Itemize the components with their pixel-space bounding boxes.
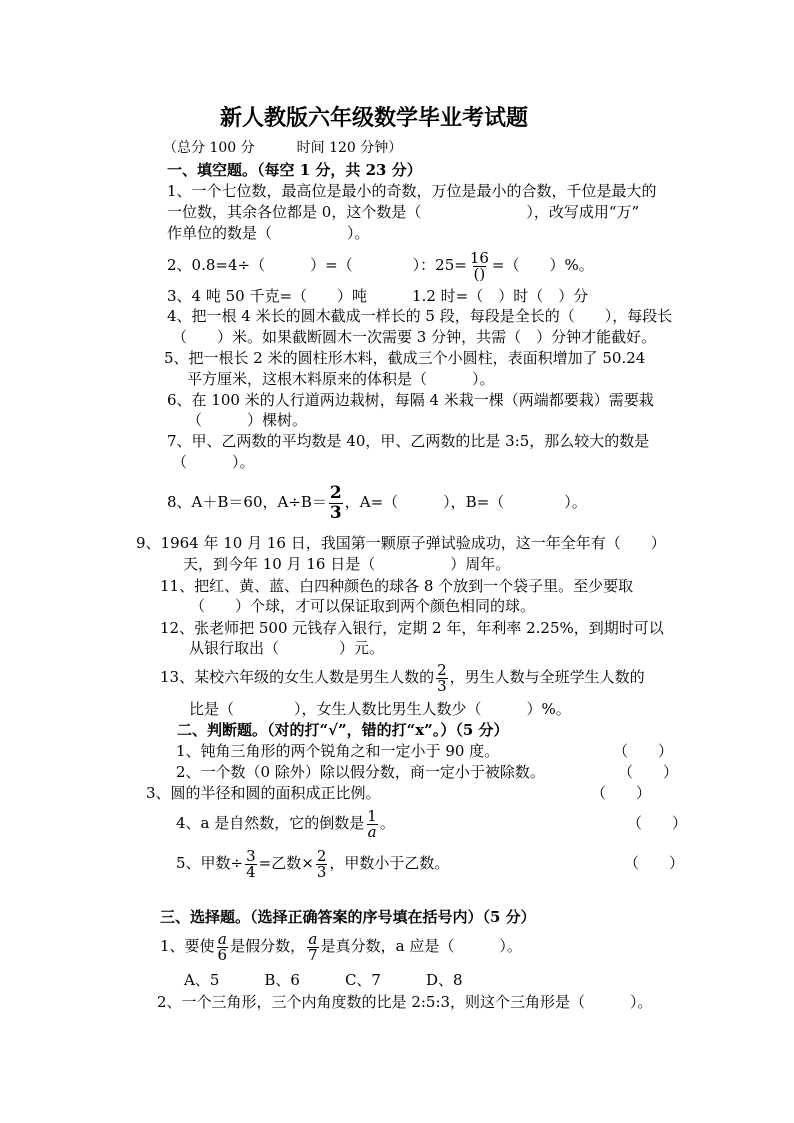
choice-1-fraction-2-den: 7 — [308, 945, 318, 964]
q2-fraction-num: 16 — [469, 248, 489, 267]
q8-post: ，A=（ ），B=（ ）。 — [344, 493, 587, 511]
q2-pre: 2、0.8=4÷（ ）=（ ）：25= — [167, 256, 467, 274]
judge-2-blank: （ ） — [618, 763, 679, 781]
judge-3-blank: （ ） — [591, 784, 652, 802]
q13-line-2: 比是（ ），女生人数比男生人数少（ ）%。 — [189, 700, 571, 718]
q13-fraction-den: 3 — [437, 676, 447, 695]
section-2-heading: 二、判断题。（对的打“√”，错的打“x”。）（5 分） — [177, 721, 509, 739]
judge-2: 2、一个数（0 除外）除以假分数，商一定小于被除数。 — [176, 763, 545, 781]
q1-line-3: 作单位的数是（ ）。 — [167, 224, 370, 242]
judge-3: 3、圆的半径和圆的面积成正比例。 — [146, 784, 381, 802]
judge-5-fraction-2-num: 2 — [316, 846, 327, 865]
judge-5 — [176, 846, 449, 880]
q11-line-1: 11、把红、黄、蓝、白四种颜色的球各 8 个放到一个袋子里。至少要取 — [160, 577, 634, 595]
choice-1-post: 是真分数，a 应是（ ）。 — [320, 937, 522, 955]
choice-1-fraction-1-den: 6 — [217, 945, 228, 964]
judge-1: 1、钝角三角形的两个锐角之和一定小于 90 度。 — [176, 742, 500, 760]
q8-fraction-num: 2 — [329, 482, 342, 503]
judge-5-fraction-2 — [316, 846, 328, 881]
q2-post: =（ ）%。 — [491, 256, 594, 274]
choice-1-options: A、5 B、6 C、7 D、8 — [184, 971, 463, 989]
q6-line-2: （ ）棵树。 — [187, 411, 308, 429]
choice-1-fraction-2-num: a — [308, 929, 318, 948]
q5-line-1: 5、把一根长 2 米的圆柱形木料，截成三个小圆柱，表面积增加了 50.24 — [164, 349, 646, 367]
q13-fraction — [436, 660, 448, 695]
judge-5-post: ，甲数小于乙数。 — [329, 854, 450, 872]
q6-line-1: 6、在 100 米的人行道两边栽树，每隔 4 米栽一棵（两端都要栽）需要栽 — [167, 391, 654, 409]
judge-5-fraction-1 — [245, 846, 257, 881]
q1-line-2: 一位数，其余各位都是 0，这个数是（ ），改写成用“万” — [167, 203, 640, 221]
q1-line-1: 1、一个七位数，最高位是最小的奇数，万位是最小的合数，千位是最大的 — [167, 182, 657, 200]
choice-1-fraction-1 — [217, 929, 229, 964]
q12-line-2: 从银行取出（ ）元。 — [189, 639, 385, 657]
q5-line-2: 平方厘米，这根木料原来的体积是（ ）。 — [187, 370, 495, 388]
choice-2: 2、一个三角形，三个内角度数的比是 2:5:3，则这个三角形是（ ）。 — [157, 993, 653, 1011]
q13-line-1 — [160, 660, 645, 694]
q11-line-2: （ ）个球，才可以保证取到两个颜色相同的球。 — [190, 597, 536, 615]
judge-5-fraction-2-den: 3 — [316, 862, 327, 881]
judge-5-fraction-1-den: 4 — [246, 862, 256, 881]
judge-5-mid: =乙数× — [258, 854, 314, 872]
judge-5-blank: （ ） — [624, 854, 685, 872]
judge-4-pre: 4、a 是自然数，它的倒数是 — [176, 814, 365, 832]
q4-line-2: （ ）米。如果截断圆木一次需要 3 分钟，共需（ ）分钟才能截好。 — [172, 328, 657, 346]
section-3-heading: 三、选择题。（选择正确答案的序号填在括号内）（5 分） — [160, 908, 536, 926]
q9-line-2: 天，到今年 10 月 16 日是（ ）周年。 — [183, 555, 511, 573]
choice-1-fraction-1-num: a — [217, 929, 227, 948]
judge-4-post: 。 — [379, 814, 395, 832]
judge-1-blank: （ ） — [613, 742, 674, 760]
judge-4-fraction — [366, 806, 378, 841]
choice-1-mid: 是假分数， — [230, 937, 306, 955]
q3: 3、4 吨 50 千克=（ ）吨 1.2 时=（ ）时（ ）分 — [167, 287, 589, 305]
section-1-heading: 一、填空题。（每空 1 分，共 23 分） — [167, 161, 422, 179]
q8-fraction — [329, 484, 343, 523]
judge-4-fraction-num: 1 — [367, 806, 377, 825]
q8-fraction-den: 3 — [329, 502, 342, 523]
choice-1-fraction-2 — [307, 929, 319, 964]
judge-5-pre: 5、甲数÷ — [176, 854, 244, 872]
q13-post: ，男生人数与全班学生人数的 — [449, 668, 645, 686]
q2-fraction — [469, 248, 490, 283]
q7-line-1: 7、甲、乙两数的平均数是 40，甲、乙两数的比是 3:5，那么较大的数是 — [167, 432, 650, 450]
q13-pre: 13、某校六年级的女生人数是男生人数的 — [160, 668, 435, 686]
q2-fraction-den: () — [473, 264, 486, 283]
choice-1 — [160, 929, 522, 963]
q7-line-2: （ ）。 — [172, 453, 255, 471]
q4-line-1: 4、把一根 4 米长的圆木截成一样长的 5 段，每段是全长的（ ），每段长 — [167, 307, 673, 325]
judge-5-fraction-1-num: 3 — [246, 846, 256, 865]
page-title: 新人教版六年级数学毕业考试题 — [220, 105, 529, 131]
q8 — [167, 482, 587, 523]
q12-line-1: 12、张老师把 500 元钱存入银行，定期 2 年，年利率 2.25%，到期时可以 — [160, 619, 664, 637]
judge-4-fraction-den: a — [367, 822, 377, 841]
choice-1-pre: 1、要使 — [160, 937, 215, 955]
q9-line-1: 9、1964 年 10 月 16 日，我国第一颗原子弹试验成功，这一年全年有（ ） — [136, 534, 666, 552]
exam-meta: （总分 100 分 时间 120 分钟） — [163, 140, 403, 156]
q13-fraction-num: 2 — [437, 660, 447, 679]
q8-pre: 8、A＋B＝60，A÷B＝ — [167, 493, 327, 511]
judge-4 — [176, 806, 395, 840]
q2 — [167, 248, 594, 282]
judge-4-blank: （ ） — [627, 814, 688, 832]
